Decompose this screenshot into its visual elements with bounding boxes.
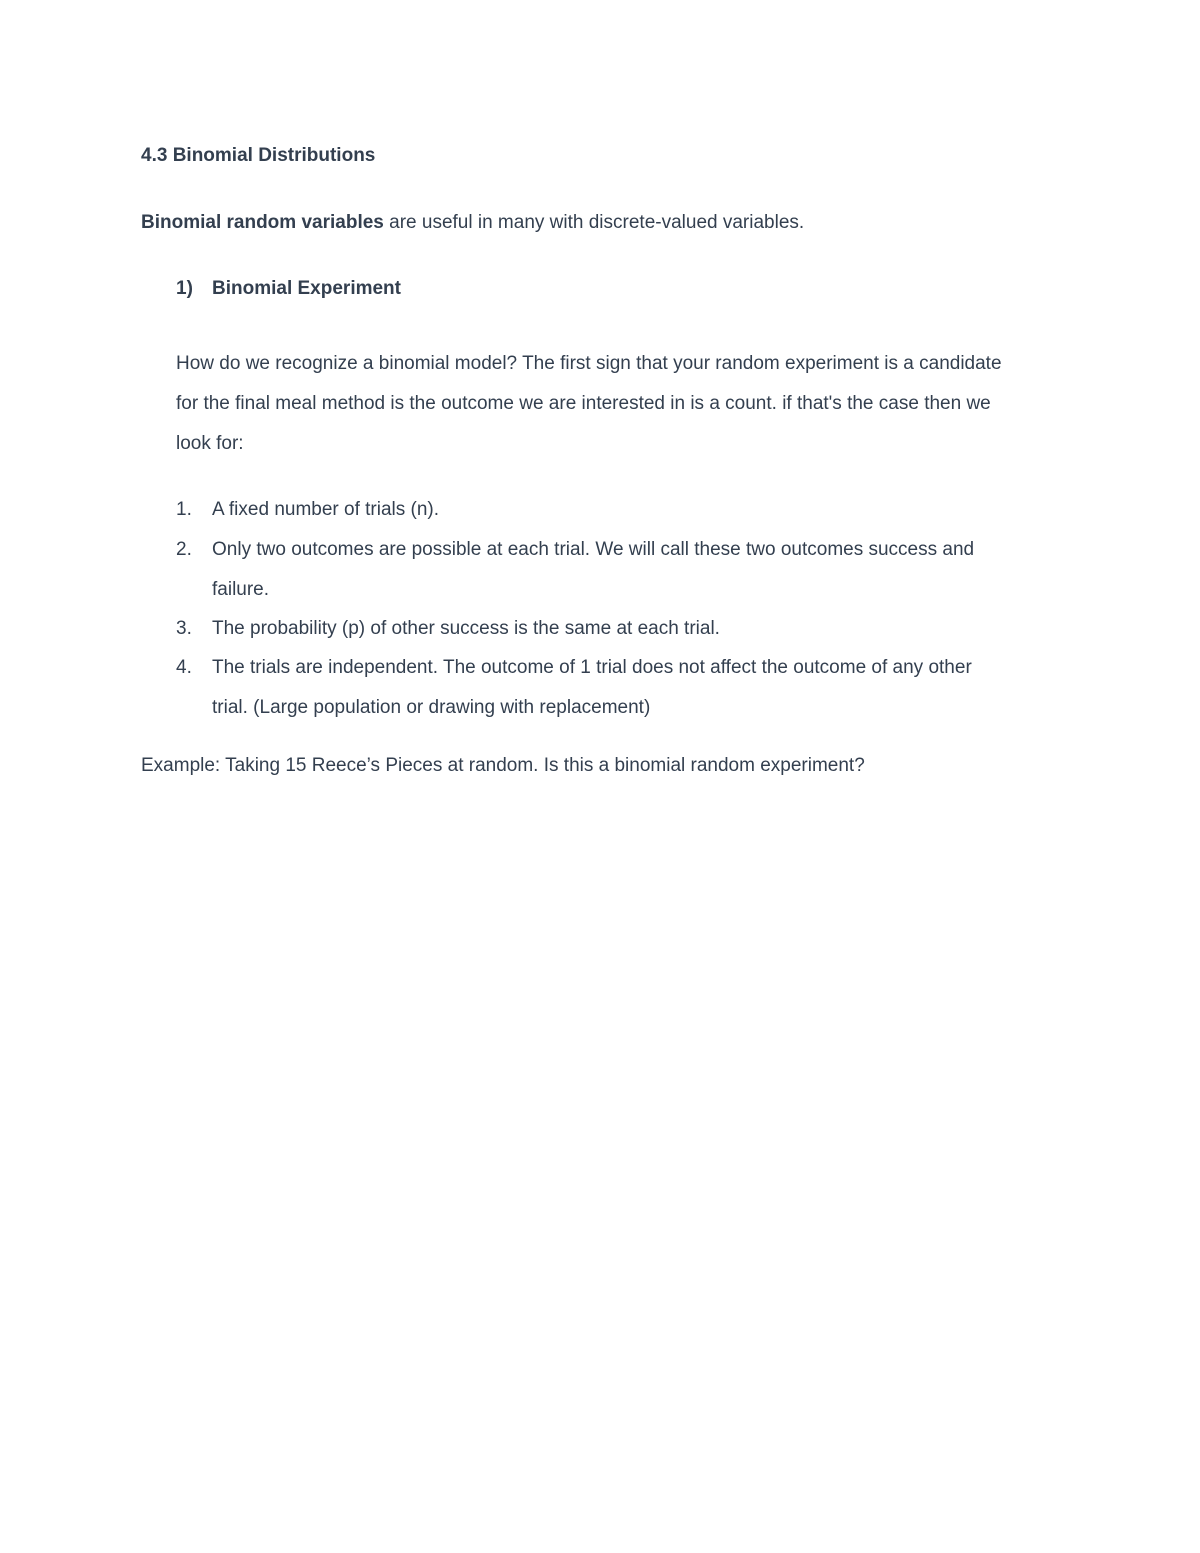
list-marker: 4. xyxy=(176,657,192,678)
list-marker: 2. xyxy=(176,539,192,560)
list-item-line: The probability (p) of other success is the same at each trial. xyxy=(212,618,720,639)
list-marker: 1. xyxy=(176,499,192,520)
list-marker: 3. xyxy=(176,618,192,639)
list-item-text xyxy=(212,648,972,728)
section-paragraph xyxy=(176,344,1056,464)
paragraph-line: for the final meal method is the outcome we are interested in is a count. if that's the case then we xyxy=(176,393,991,414)
list-item-text xyxy=(212,609,720,649)
intro-paragraph xyxy=(141,211,804,235)
list-item-line: trial. (Large population or drawing with replacement) xyxy=(212,697,651,718)
list-item-text xyxy=(212,490,439,530)
list-item-text xyxy=(212,530,974,610)
paragraph-line: look for: xyxy=(176,433,244,454)
section-number: 1) xyxy=(176,278,193,299)
page-title: 4.3 Binomial Distributions xyxy=(141,145,376,166)
section-heading xyxy=(176,277,401,301)
example-text: Example: Taking 15 Reece’s Pieces at random. Is this a binomial random experiment? xyxy=(141,755,865,776)
list-item-line: failure. xyxy=(212,579,270,600)
list-item-line: A fixed number of trials (n). xyxy=(212,499,440,520)
list-item-line: The trials are independent. The outcome of 1 trial does not affect the outcome of any other xyxy=(212,657,972,678)
paragraph-line: How do we recognize a binomial model? The first sign that your random experiment is a candidate xyxy=(176,353,1002,374)
intro-text: are useful in many with discrete-valued variables. xyxy=(383,212,805,233)
list-item-line: Only two outcomes are possible at each trial. We will call these two outcomes success and xyxy=(212,539,975,560)
section-title: Binomial Experiment xyxy=(212,278,401,299)
intro-bold-term: Binomial random variables xyxy=(141,212,384,233)
